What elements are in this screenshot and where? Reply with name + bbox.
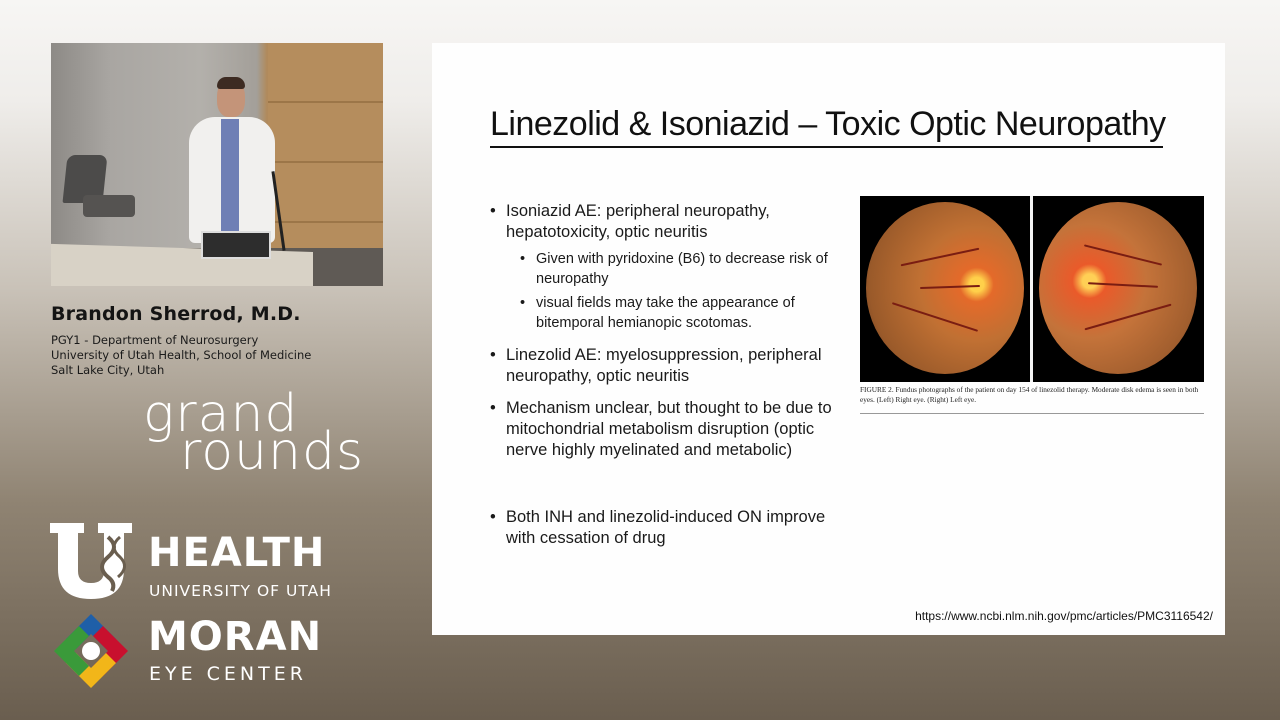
- moran-wordmark: MORAN: [148, 614, 323, 660]
- eye-center-wordmark: EYE CENTER: [149, 663, 307, 685]
- university-of-utah-wordmark: UNIVERSITY OF UTAH: [149, 582, 332, 600]
- sub-bullet-pyridoxine: • Given with pyridoxine (B6) to decrease risk of neuropathy: [520, 249, 840, 289]
- speaker-location: Salt Lake City, Utah: [51, 363, 165, 377]
- speaker-title: PGY1 - Department of Neurosurgery: [51, 333, 259, 347]
- retina-left-eye: [1039, 202, 1197, 374]
- fundus-left-eye-image: [1033, 196, 1203, 382]
- bullet-mechanism: • Mechanism unclear, but thought to be due to mitochondrial metabolism disruption (optic nerve highly myelinated and metabolic): [490, 398, 850, 461]
- chair-seat: [83, 195, 135, 217]
- presenter-hair: [217, 77, 245, 89]
- fundus-photographs: [860, 196, 1204, 382]
- health-wordmark: HEALTH: [148, 530, 326, 576]
- grand-rounds-word-rounds: rounds: [180, 422, 365, 482]
- speaker-institution: University of Utah Health, School of Medicine: [51, 348, 312, 362]
- grand-rounds-word-grand: grand: [143, 384, 299, 444]
- video-chair: [65, 155, 135, 225]
- bullet-cessation: • Both INH and linezolid-induced ON improve with cessation of drug: [490, 507, 850, 549]
- university-of-utah-u-logo: [50, 523, 132, 599]
- bullet-linezolid: • Linezolid AE: myelosuppression, peripheral neuropathy, optic neuritis: [490, 345, 850, 387]
- speaker-name: Brandon Sherrod, M.D.: [51, 303, 301, 325]
- bullet-isoniazid: • Isoniazid AE: peripheral neuropathy, hepatotoxicity, optic neuritis: [490, 201, 850, 243]
- podium-laptop: [201, 231, 271, 259]
- slide-title: Linezolid & Isoniazid – Toxic Optic Neuropathy: [490, 105, 1166, 143]
- moran-eye-center-logo-icon: [50, 610, 132, 692]
- presenter-scrubs: [221, 119, 239, 239]
- speaker-video: [51, 43, 383, 286]
- title-underline: [490, 146, 1163, 148]
- fundus-right-eye-image: [860, 196, 1030, 382]
- presenter: [187, 79, 277, 249]
- figure-caption-rule: [860, 413, 1204, 414]
- reference-url: https://www.ncbi.nlm.nih.gov/pmc/articles/PMC3116542/: [915, 609, 1213, 623]
- presentation-slide: [432, 43, 1225, 635]
- sub-bullet-visual-fields: • visual fields may take the appearance of bitemporal hemianopic scotomas.: [520, 293, 840, 333]
- figure-caption: FIGURE 2. Fundus photographs of the patient on day 154 of linezolid therapy. Moderate disk edema is seen in both eyes. (Left) Right eye. (Right) Left eye.: [860, 385, 1199, 404]
